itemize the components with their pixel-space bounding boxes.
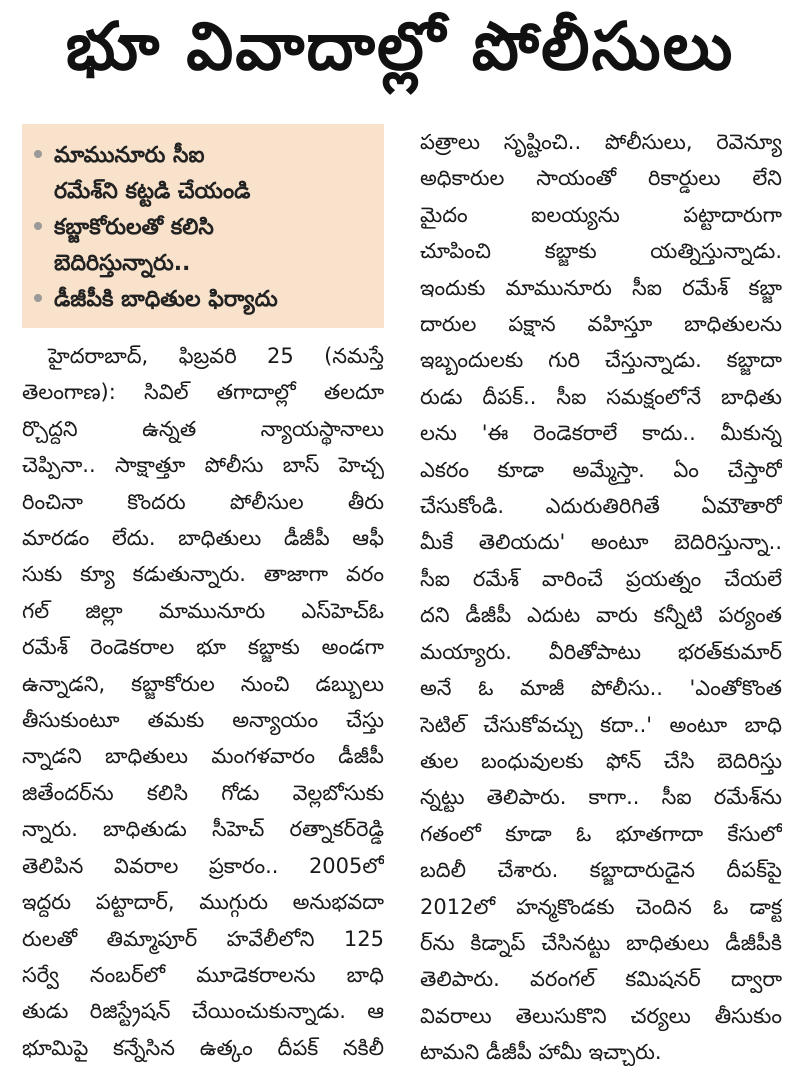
article-line: తెలిపిన వివరాల ప్రకారం.. 2005లో (22, 853, 384, 878)
article-line: రుడు దీపక్.. సీఐ సమక్షంలోనే బాధితు (420, 384, 782, 409)
highlight-line: మామునూరు సీఐ (54, 143, 205, 168)
article-line: న్నట్టు తెలిపారు. కాగా.. సీఐ రమేశ్‌ను (420, 785, 782, 810)
article-line: మీకే తెలియదు' అంటూ బెదిరిస్తున్నా.. (420, 530, 782, 555)
article-line: ర్చొద్దని ఉన్నత న్యాయస్థానాలు (22, 416, 384, 441)
article-line: రులతో తిమ్మాపూర్ హవేలీలోని 125 (22, 926, 384, 951)
article-line: ఇందుకు మామునూరు సీఐ రమేశ్ కబ్జా (420, 275, 782, 300)
bullet-dot-icon (34, 222, 42, 230)
article-line: 2012లో హన్మకొండకు చెందిన ఓ డాక్ట (420, 894, 782, 919)
highlight-line: కబ్జాకోరులతో కలిసి (54, 215, 214, 240)
article-line: దారుల పక్షాన వహిస్తూ బాధితులను (420, 312, 782, 337)
article-line: వివరాలు తెలుసుకొని చర్యలు తీసుకుం (420, 1003, 782, 1028)
article-line: అధికారుల సాయంతో రికార్డులు లేని (420, 166, 782, 191)
article-line: అనే ఓ మాజీ పోలీసు.. 'ఎంతోకొంత (420, 676, 782, 701)
article-line: మారడం లేదు. బాధితులు డీజీపీ ఆఫీ (22, 526, 384, 551)
article-line: ఉన్నాడని, కబ్జాకోరుల నుంచి డబ్బులు (22, 671, 384, 696)
article-line: న్నాడని బాధితులు మంగళవారం డీజీపీ (22, 744, 384, 769)
article-line: రమేశ్ రెండెకరాల భూ కబ్జాకు అండగా (22, 635, 384, 660)
article-line: జితేందర్‌ను కలిసి గోడు వెల్లబోసుకు (22, 780, 384, 805)
article-line: ఇద్దరు పట్టాదార్, ముగ్గురు అనుభవదా (22, 890, 384, 915)
article-line: మైదం ఐలయ్యను పట్టాదారుగా (420, 202, 782, 227)
article-line: గతంలో కూడా ఓ భూతగాదా కేసులో (420, 821, 782, 846)
highlight-item (34, 282, 374, 318)
highlight-item (34, 138, 374, 210)
article-line: సుకు క్యూ కడుతున్నారు. తాజాగా వరం (22, 562, 384, 587)
article-line: తెలంగాణ): సివిల్ తగాదాల్లో తలదూ (22, 380, 384, 405)
article-line: భూమిపై కన్నేసిన ఉత్కం దీపక్ నకిలీ (22, 1035, 384, 1060)
article-line: సెటిల్ చేసుకోవచ్చు కదా..' అంటూ బాధి (420, 712, 782, 737)
article-line: చూపించి కబ్జాకు యత్నిస్తున్నాడు. (420, 239, 782, 264)
headline: భూ వివాదాల్లో పోలీసులు (65, 7, 735, 85)
article-line: ర్‌ను కిడ్నాప్ చేసినట్టు బాధితులు డీజీపీకి (420, 930, 782, 955)
article-line: చెప్పినా.. సాక్షాత్తూ పోలీసు బాస్ హెచ్చ (22, 453, 384, 478)
highlight-item (34, 210, 374, 282)
article-line: దని డీజీపీ ఎదుట వారు కన్నీటి పర్యంత (420, 603, 782, 628)
article-line: లను 'ఈ రెండెకరాలే కాదు.. మీకున్న (420, 421, 782, 446)
article-line: ఇబ్బందులకు గురి చేస్తున్నాడు. కబ్జాదా (420, 348, 782, 373)
bullet-dot-icon (34, 294, 42, 302)
article-line: రించినా కొందరు పోలీసుల తీరు (22, 489, 384, 514)
article-line: సర్వే నంబర్‌లో మూడెకరాలను బాధి (22, 962, 384, 987)
article-line: తెలిపారు. వరంగల్ కమిషనర్ ద్వారా (420, 967, 782, 992)
article-line: పత్రాలు సృష్టించి.. పోలీసులు, రెవెన్యూ (420, 130, 782, 154)
article-body-right (420, 124, 782, 1071)
article-line: హైదరాబాద్, ఫిబ్రవరి 25 (నమస్తే (48, 344, 384, 368)
article-line: న్నారు. బాధితుడు సీహెచ్ రత్నాకర్‌రెడ్డి (22, 817, 384, 842)
article-line: తుడు రిజిస్ట్రేషన్ చేయించుకున్నాడు. ఆ (22, 999, 384, 1024)
article-body-left (22, 338, 384, 1066)
article-line: మయ్యారు. వీరితోపాటు భరత్‌కుమార్ (420, 639, 782, 664)
article-line: గల్ జిల్లా మామునూరు ఎస్‌హెచ్‌ఓ (22, 598, 384, 623)
article-line: ఎకరం కూడా అమ్మేస్తా. ఏం చేస్తారో (420, 457, 782, 482)
article-line: టామని డీజీపీ హామీ ఇచ్చారు. (420, 1040, 662, 1065)
bullet-dot-icon (34, 150, 42, 158)
highlight-line: డీజీపీకి బాధితుల ఫిర్యాదు (54, 287, 278, 312)
article-line: సీఐ రమేశ్ వారించే ప్రయత్నం చేయలే (420, 566, 782, 591)
highlight-line: బెదిరిస్తున్నారు.. (54, 251, 191, 276)
article-line: తుల బంధువులకు ఫోన్ చేసి బెదిరిస్తు (420, 748, 782, 773)
article-line: తీసుకుంటూ తమకు అన్యాయం చేస్తు (22, 708, 384, 733)
highlights-box (22, 124, 384, 328)
left-column (22, 124, 384, 1066)
article-line: చేసుకోండి. ఎదురుతిరిగితే ఏమౌతారో (420, 494, 782, 519)
article-line: బదిలీ చేశారు. కబ్జాదారుడైన దీపక్‌పై (420, 858, 782, 883)
highlight-line: రమేశ్‌ని కట్టడి చేయండి (54, 179, 251, 204)
